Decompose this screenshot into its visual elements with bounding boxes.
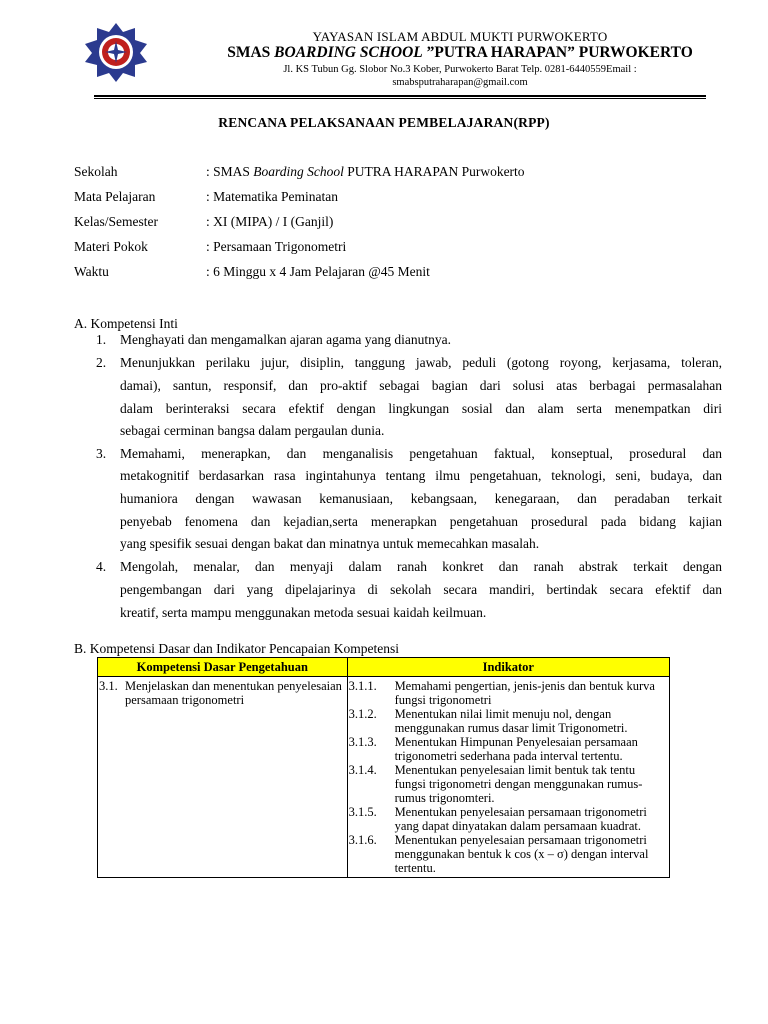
list-item-line: humaniora dengan wawasan kemanusiaan, kebangsaan, kenegaraan, dan peradaban terkait	[120, 491, 722, 506]
table-header: Kompetensi Dasar Pengetahuan	[98, 658, 348, 677]
list-item-line: Menghayati dan mengamalkan ajaran agama yang dianutnya.	[120, 332, 451, 347]
kd-text: Menjelaskan dan menentukan penyelesaian persamaan trigonometri	[125, 679, 342, 707]
list-item-line: dalam berinteraksi secara efektif dengan lingkungan sosial dan alam serta menempatkan diri	[120, 401, 722, 416]
indicator-item: 3.1.1. Memahami pengertian, jenis-jenis dan bentuk kurva fungsi trigonometri	[348, 679, 655, 707]
list-item-line: sebagai cerminan bangsa dalam pergaulan dunia.	[120, 423, 385, 438]
school-name: SMAS BOARDING SCHOOL ”PUTRA HARAPAN” PURWOKERTO	[227, 44, 693, 61]
list-item-number: 3.	[96, 446, 107, 461]
letterhead-divider-thin	[94, 98, 706, 99]
identity-label: Waktu	[74, 264, 109, 279]
identity-label: Mata Pelajaran	[74, 189, 156, 204]
list-item-line: pengembangan dari yang dipelajarinya di sekolah secara mandiri, bertindak secara efektif dan	[120, 582, 722, 597]
kd-cell	[98, 677, 348, 878]
document-title: RENCANA PELAKSANAAN PEMBELAJARAN(RPP)	[218, 115, 550, 130]
list-item-number: 1.	[96, 332, 107, 347]
identity-value: : Persamaan Trigonometri	[206, 239, 347, 254]
identity-value: : XI (MIPA) / I (Ganjil)	[206, 214, 334, 229]
school-address: Jl. KS Tubun Gg. Slobor No.3 Kober, Purwokerto Barat Telp. 0281-6440559Email : smabsputraharapan@gmail.com	[283, 64, 637, 88]
foundation-name: YAYASAN ISLAM ABDUL MUKTI PURWOKERTO	[312, 29, 608, 44]
identity-value: : SMAS Boarding School PUTRA HARAPAN Purwokerto	[206, 164, 525, 179]
list-item-line: penyebab fenomena dan kejadian,serta menerapkan pengetahuan prosedural pada bidang kajian	[120, 514, 722, 529]
table-header: Indikator	[347, 658, 669, 677]
list-item-line: yang spesifik sesuai dengan bakat dan minatnya untuk memecahkan masalah.	[120, 536, 540, 551]
list-item-line: metakognitif berdasarkan rasa ingintahunya tentang ilmu pengetahuan, teknologi, seni, budaya, dan	[120, 468, 722, 483]
identity-label: Kelas/Semester	[74, 214, 158, 229]
letterhead-divider	[94, 95, 706, 97]
identity-value: : 6 Minggu x 4 Jam Pelajaran @45 Menit	[206, 264, 430, 279]
section-title: A. Kompetensi Inti	[74, 316, 178, 331]
list-item-number: 4.	[96, 559, 107, 574]
indicator-cell	[347, 677, 669, 878]
school-logo	[80, 22, 152, 82]
identity-label: Materi Pokok	[74, 239, 148, 254]
list-item-line: kreatif, serta mampu menggunakan metoda sesuai kaidah keilmuan.	[120, 605, 487, 620]
list-item-line: damai), santun, responsif, dan pro-aktif sebagai bagian dari solusi atas berbagai permasalahan	[120, 378, 722, 393]
list-item-line: Memahami, menerapkan, dan menganalisis pengetahuan faktual, konseptual, prosedural dan	[120, 446, 722, 461]
competency-table	[97, 657, 670, 878]
table-row	[98, 677, 670, 878]
identity-value: : Matematika Peminatan	[206, 189, 338, 204]
list-item-line: Mengolah, menalar, dan menyaji dalam ranah konkret dan ranah abstrak terkait dengan	[120, 559, 722, 574]
indicator-item: 3.1.3. Menentukan Himpunan Penyelesaian persamaan trigonometri sederhana pada interval tertentu.	[348, 735, 638, 763]
indicator-item: 3.1.6. Menentukan penyelesaian persamaan trigonometri menggunakan bentuk k cos (x – σ) dengan interval tertentu.	[348, 833, 649, 875]
identity-label: Sekolah	[74, 164, 118, 179]
section-title: B. Kompetensi Dasar dan Indikator Pencapaian Kompetensi	[74, 641, 400, 656]
list-item-line: Menunjukkan perilaku jujur, disiplin, tanggung jawab, peduli (gotong royong, kerjasama, toleran,	[120, 355, 722, 370]
indicator-item: 3.1.5. Menentukan penyelesaian persamaan trigonometri yang dapat dinyatakan dalam persamaan kuadrat.	[348, 805, 647, 833]
list-item-number: 2.	[96, 355, 107, 370]
indicator-item: 3.1.4. Menentukan penyelesaian limit bentuk tak tentu fungsi trigonometri dengan menggunakan rumus-rumus trigonomteri.	[348, 763, 643, 805]
kd-code: 3.1.	[99, 679, 118, 693]
indicator-item: 3.1.2. Menentukan nilai limit menuju nol, dengan menggunakan rumus dasar limit Trigonometri.	[348, 707, 628, 735]
